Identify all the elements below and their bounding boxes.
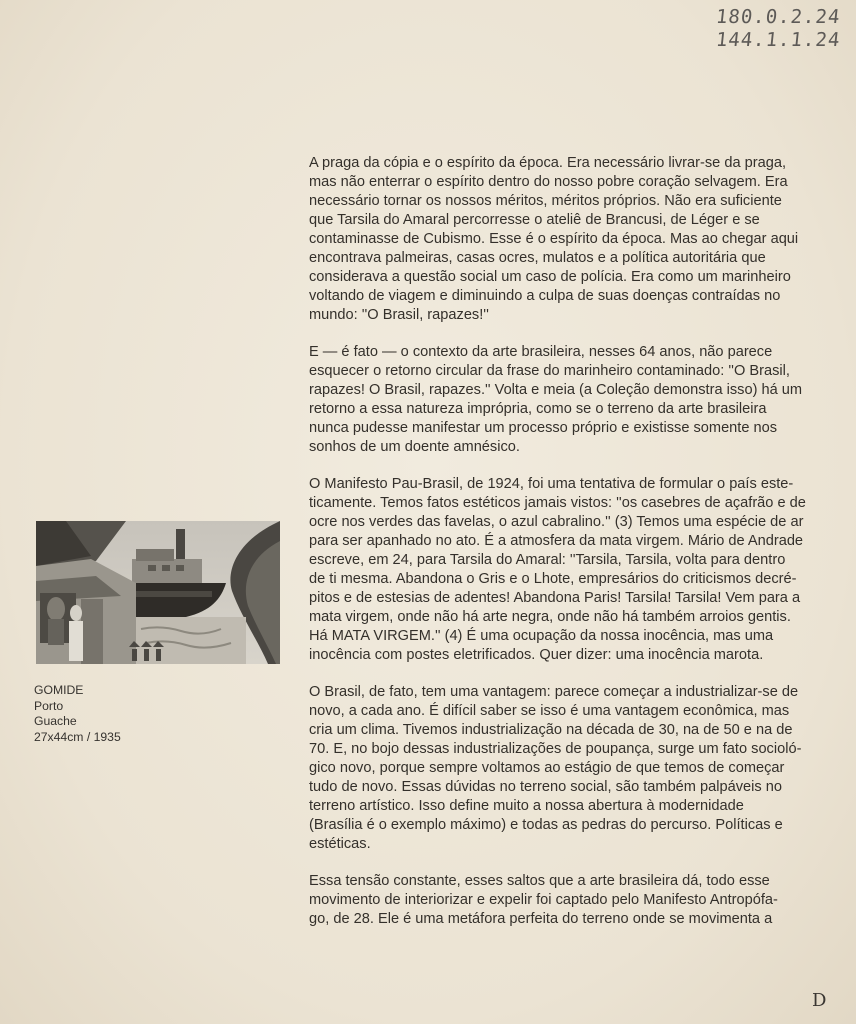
text-line: O Brasil, de fato, tem uma vantagem: parece começar a industrializar-se de [309, 684, 799, 700]
caption-title: Porto [34, 698, 64, 713]
archive-annotation-1: 180.0.2.24 [714, 6, 842, 28]
text-line: ticamente. Temos fatos estéticos jamais vistos: ''os casebres de açafrão e de [309, 495, 806, 511]
text-line: O Manifesto Pau-Brasil, de 1924, foi uma tentativa de formular o país este- [309, 476, 794, 492]
text-line: gico novo, porque sempre voltamos ao estágio de que temos de começar [309, 760, 785, 776]
essay-paragraph [309, 683, 814, 854]
text-line: de ti mesma. Abandona o Gris e o Lhote, empresários do criticismos decré- [309, 571, 797, 587]
text-line: para ser apanhado no ato. É a atmosfera da mata virgem. Mário de Andrade [309, 533, 804, 549]
text-line: (Brasília é o exemplo máximo) e todas as pedras do percurso. Políticas e [309, 817, 783, 833]
caption-artist: GOMIDE [34, 683, 84, 697]
text-line: A praga da cópia e o espírito da época. Era necessário livrar-se da praga, [309, 155, 787, 171]
text-line: sonhos de um doente amnésico. [309, 439, 520, 455]
text-line: nunca pudesse manifestar um processo próprio e existisse somente nos [309, 420, 778, 436]
caption-details: 27x44cm / 1935 [34, 729, 121, 744]
essay-paragraph [309, 154, 814, 325]
text-line: inocência com postes eletrificados. Quer dizer: uma inocência marota. [309, 647, 764, 663]
page-corner-mark: D [812, 990, 827, 1011]
text-line: cria um clima. Tivemos industrialização na década de 30, na de 50 e na de [309, 722, 793, 738]
text-line: movimento de interiorizar e expelir foi captado pelo Manifesto Antropófa- [309, 892, 778, 908]
artwork-caption [34, 683, 121, 745]
text-line: pitos e de estesias de adentes! Abandona Paris! Tarsila! Tarsila! Vem para a [309, 590, 801, 606]
text-line: necessário tornar os nossos méritos, méritos próprios. Não era suficiente [309, 193, 782, 209]
text-line: considerava a questão social um caso de polícia. Era como um marinheiro [309, 269, 791, 285]
text-line: que Tarsila do Amaral percorresse o ateliê de Brancusi, de Léger e se [309, 212, 760, 228]
text-line: Há MATA VIRGEM.'' (4) É uma ocupação da nossa inocência, mas uma [309, 628, 774, 644]
text-line: encontrava palmeiras, casas ocres, mulatos e a política autoritária que [309, 250, 766, 266]
text-line: terreno artístico. Isso define muito a nossa abertura à modernidade [309, 798, 744, 814]
text-line: go, de 28. Ele é uma metáfora perfeita do terreno onde se movimenta a [309, 911, 773, 927]
text-line: Essa tensão constante, esses saltos que a arte brasileira dá, todo esse [309, 873, 770, 889]
essay-paragraph [309, 343, 814, 457]
text-line: estéticas. [309, 836, 371, 852]
text-line: contaminasse de Cubismo. Esse é o espírito da época. Mas ao chegar aqui [309, 231, 799, 247]
archive-annotation-2: 144.1.1.24 [714, 29, 842, 51]
essay-body [309, 154, 814, 947]
essay-paragraph [309, 475, 814, 665]
text-line: mundo: ''O Brasil, rapazes!'' [309, 307, 489, 323]
text-line: mas não enterrar o espírito dentro do nosso pobre coração selvagem. Era [309, 174, 788, 190]
text-line: retorno a essa natureza imprópria, como se o terreno da arte brasileira [309, 401, 767, 417]
text-line: escreve, em 24, para Tarsila do Amaral: ''Tarsila, Tarsila, volta para dentro [309, 552, 786, 568]
text-line: ocre nos verdes das favelas, o azul cabralino.'' (3) Temos uma espécie de ar [309, 514, 804, 530]
text-line: esquecer o retorno circular da frase do marinheiro contaminado: ''O Brasil, [309, 363, 790, 379]
text-line: rapazes! O Brasil, rapazes.'' Volta e meia (a Coleção demonstra isso) há um [309, 382, 803, 398]
text-line: 70. E, no bojo dessas industrializações de poupança, surge um fato socioló- [309, 741, 802, 757]
caption-medium: Guache [34, 714, 77, 729]
text-line: E — é fato — o contexto da arte brasileira, nesses 64 anos, não parece [309, 344, 773, 360]
artwork-image-porto [36, 521, 280, 664]
text-line: mata virgem, onde não há arte negra, onde não há também arroios gentis. [309, 609, 791, 625]
text-line: tudo de novo. Essas dúvidas no terreno social, são também palpáveis no [309, 779, 782, 795]
text-line: novo, a cada ano. É difícil saber se isso é uma vantagem econômica, mas [309, 703, 790, 719]
essay-paragraph [309, 872, 814, 929]
text-line: voltando de viagem e diminuindo a culpa de suas doenças contraídas no [309, 288, 781, 304]
